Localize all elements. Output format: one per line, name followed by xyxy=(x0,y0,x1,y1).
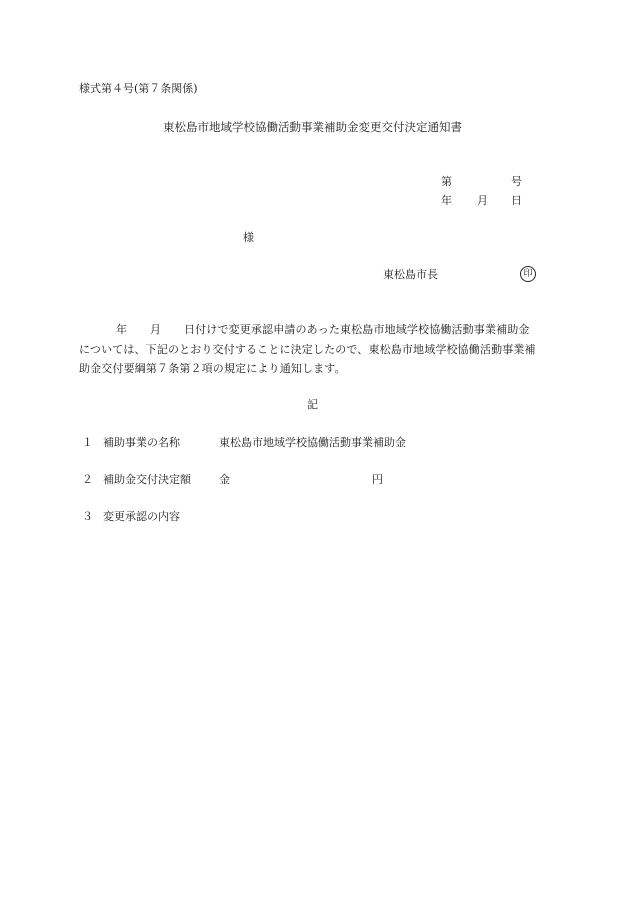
document-title: 東松島市地域学校協働活動事業補助金変更交付決定通知書 xyxy=(163,120,462,134)
item-2-label: 補助金交付決定額 xyxy=(103,473,191,486)
seal-mark: 印 xyxy=(520,266,536,282)
ki-heading: 記 xyxy=(307,398,318,411)
body-month: 月 xyxy=(150,323,162,336)
item-2-number: ２ xyxy=(82,473,93,486)
date-year: 年 xyxy=(441,194,452,207)
item-3-number: ３ xyxy=(82,510,93,523)
form-label: 様式第４号(第７条関係) xyxy=(79,82,198,95)
item-2-unit: 円 xyxy=(372,473,383,486)
item-2-value: 金 xyxy=(219,473,230,486)
item-3-label: 変更承認の内容 xyxy=(103,510,180,523)
addressee-suffix: 様 xyxy=(243,231,254,244)
item-1-label: 補助事業の名称 xyxy=(103,436,180,449)
date-month: 月 xyxy=(477,194,488,207)
doc-number-dai: 第 xyxy=(441,175,452,188)
body-year: 年 xyxy=(116,323,128,336)
item-1-value: 東松島市地域学校協働活動事業補助金 xyxy=(219,436,406,449)
body-line-2: については、下記のとおり交付することに決定したので、東松島市地域学校協働活動事業補 xyxy=(79,343,536,356)
body-line-1: 日付けで変更承認申請のあった東松島市地域学校協働活動事業補助金 xyxy=(184,323,530,336)
date-day: 日 xyxy=(511,194,522,207)
body-line-3: 助金交付要綱第７条第２項の規定により通知します。 xyxy=(79,362,346,375)
item-1-number: １ xyxy=(82,436,93,449)
issuer-name: 東松島市長 xyxy=(383,268,438,281)
doc-number-go: 号 xyxy=(511,175,522,188)
